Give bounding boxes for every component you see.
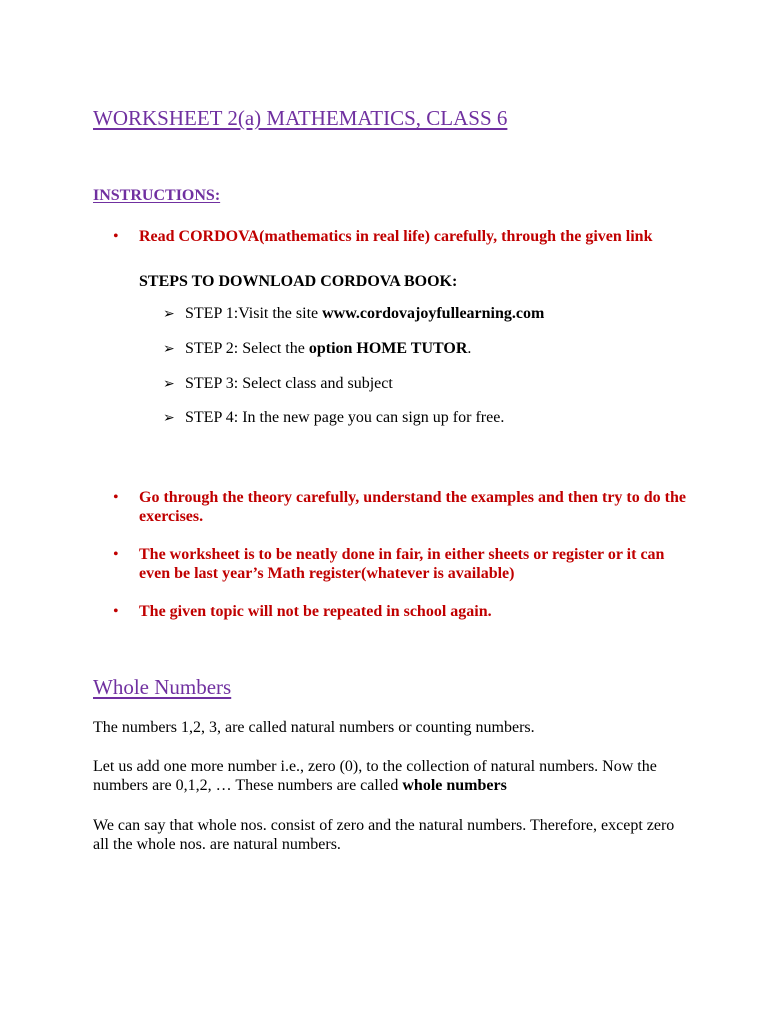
steps-heading: STEPS TO DOWNLOAD CORDOVA BOOK: xyxy=(139,273,458,290)
arrow-icon: ➢ xyxy=(163,410,175,426)
step-3 xyxy=(163,375,393,393)
step-text: STEP 2: Select the xyxy=(185,340,309,357)
step-bold-text: option HOME TUTOR xyxy=(308,340,468,357)
bullet-icon: • xyxy=(113,489,119,506)
step-1 xyxy=(163,305,544,323)
paragraph-1: The numbers 1,2, 3, are called natural numbers or counting numbers. xyxy=(93,719,535,736)
paragraph-2 xyxy=(93,757,693,795)
step-2 xyxy=(163,340,471,358)
arrow-icon: ➢ xyxy=(163,341,175,357)
bullet-icon: • xyxy=(113,228,119,245)
paragraph-2-text: Let us add one more number i.e., zero (0), to the collection of natural numbers. Now the numbers are 0,1,2, … These numbers are called xyxy=(93,758,657,794)
arrow-icon: ➢ xyxy=(163,376,175,392)
paragraph-3: We can say that whole nos. consist of zero and the natural numbers. Therefore, except zero all the whole nos. are natural numbers. xyxy=(93,817,675,853)
section-title: Whole Numbers xyxy=(93,675,232,699)
step-text: STEP 4: In the new page you can sign up for free. xyxy=(185,409,505,426)
whole-numbers-term: whole numbers xyxy=(402,777,507,794)
step-suffix: . xyxy=(467,340,472,357)
site-link: www.cordovajoyfullearning.com xyxy=(322,305,545,322)
instruction-item-4: The given topic will not be repeated in school again. xyxy=(139,603,492,620)
worksheet-title: WORKSHEET 2(a) MATHEMATICS, CLASS 6 xyxy=(93,106,508,130)
instruction-item-1: Read CORDOVA(mathematics in real life) carefully, through the given link xyxy=(139,228,653,245)
bullet-icon: • xyxy=(113,603,119,620)
step-4 xyxy=(163,409,504,427)
instruction-item-3: The worksheet is to be neatly done in fair, in either sheets or register or it can even be last year’s Math register(whatever is available) xyxy=(139,546,665,582)
step-text: STEP 3: Select class and subject xyxy=(185,375,393,392)
step-text: STEP 1:Visit the site xyxy=(185,305,323,322)
arrow-icon: ➢ xyxy=(163,306,175,322)
bullet-icon: • xyxy=(113,546,119,563)
instruction-item-2: Go through the theory carefully, understand the examples and then try to do the exercises. xyxy=(139,489,686,525)
instructions-heading: INSTRUCTIONS: xyxy=(93,187,221,204)
